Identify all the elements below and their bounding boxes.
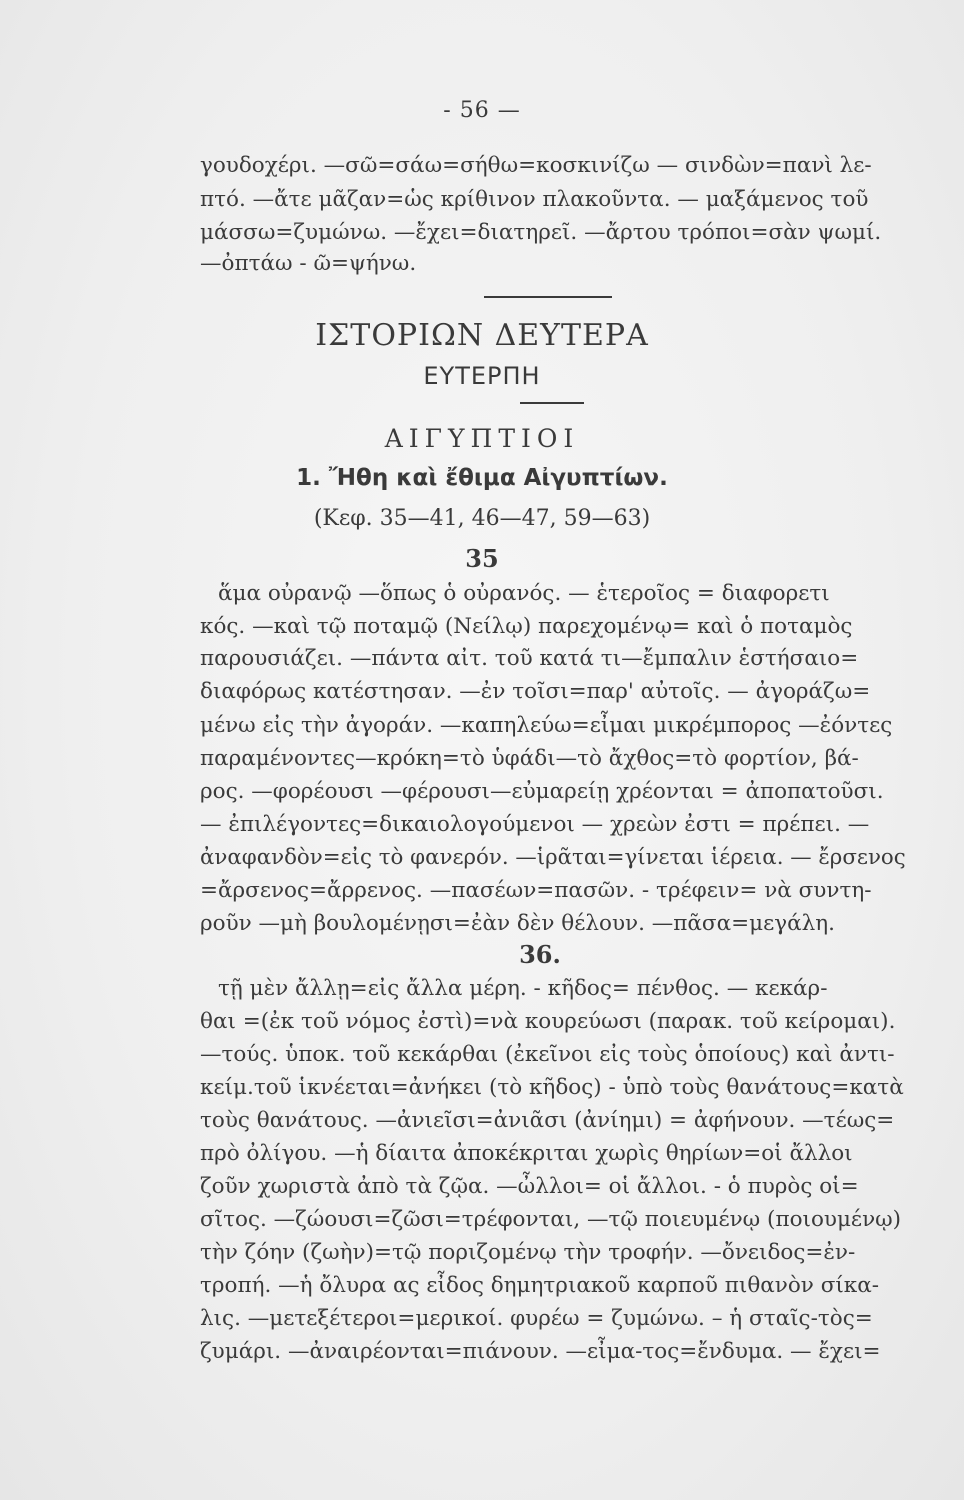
text-line: θαι =(ἐκ τοῦ νόμος ἐστὶ)=νὰ κουρεύωσι (παρακ. τοῦ κείρομαι). [200, 1009, 896, 1034]
text-line: τοὺς θανάτους. —ἀνιεῖσι=ἀνιᾶσι (ἀνίημι) = ἀφήνουν. —τέως= [200, 1108, 895, 1133]
text-line: πτό. —ἄτε μᾶζαν=ὡς κρίθινον πλακοῦντα. — μαξάμενος τοῦ [200, 187, 869, 212]
text-line: μένω εἰς τὴν ἀγοράν. —καπηλεύω=εἶμαι μικρέμπορος —ἐόντες [200, 713, 893, 738]
text-line: ρος. —φορέουσι —φέρουσι—εὐμαρείῃ χρέονται = ἀποπατοῦσι. [200, 779, 884, 804]
text-line: παρουσιάζει. —πάντα αἰτ. τοῦ κατά τι—ἔμπαλιν ἑστήσαιο= [200, 646, 859, 671]
text-line: τροπή. —ἡ ὄλυρα ας εἶδος δημητριακοῦ καρποῦ πιθανὸν σίκα- [200, 1273, 880, 1298]
text-line: παραμένοντες—κρόκη=τὸ ὑφάδι—τὸ ἄχθος=τὸ φορτίον, βά- [200, 746, 859, 771]
paragraph-number-35: 35 [465, 544, 499, 573]
text-line: κός. —καὶ τῷ ποταμῷ (Νείλῳ) παρεχομένῳ= καὶ ὁ ποταμὸς [200, 614, 853, 639]
text-line: μάσσω=ζυμώνω. —ἔχει=διατηρεῖ. —ἄρτου τρόποι=σὰν ψωμί. [200, 220, 882, 245]
text-line: πρὸ ὀλίγου. —ἡ δίαιτα ἀποκέκριται χωρὶς θηρίων=οἱ ἄλλοι [200, 1141, 853, 1166]
text-line: ἀναφανδὸν=εἰς τὸ φανερόν. —ἱρᾶται=γίνεται ἱέρεια. — ἔρσενος [200, 845, 906, 870]
text-line: ροῦν —μὴ βουλομένῃσι=ἐὰν δὲν θέλουν. —πᾶσα=μεγάλη. [200, 911, 835, 936]
chapter-reference: (Κεφ. 35—41, 46—47, 59—63) [313, 506, 651, 531]
text-line: — ἐπιλέγοντες=δικαιολογούμενοι — χρεὼν ἐστι = πρέπει. — [200, 812, 870, 837]
page-number: - 56 — [443, 98, 521, 123]
section-rule [484, 296, 612, 298]
book-subtitle: ΕΥΤΕΡΠΗ [423, 362, 541, 390]
short-rule [520, 402, 584, 404]
text-line: ἅμα οὐρανῷ —ὅπως ὁ οὐρανός. — ἑτεροῖος = διαφορετι [218, 581, 830, 606]
text-line: σῖτος. —ζώουσι=ζῶσι=τρέφονται, —τῷ ποιευμένῳ (ποιουμένῳ) [200, 1207, 902, 1232]
text-line: κείμ.τοῦ ἱκνέεται=ἀνήκει (τὸ κῆδος) - ὑπὸ τοὺς θανάτους=κατὰ [200, 1075, 904, 1100]
text-line: ζυμάρι. —ἀναιρέονται=πιάνουν. —εἶμα-τος=ἔνδυμα. — ἔχει= [200, 1339, 881, 1364]
paragraph-number-36: 36. [519, 940, 561, 969]
book-title: ΙΣΤΟΡΙΩΝ ΔΕΥΤΕΡΑ [315, 318, 649, 353]
text-line: ζοῦν χωριστὰ ἀπὸ τὰ ζῷα. —ὦλλοι= οἱ ἄλλοι. - ὁ πυρὸς οἱ= [200, 1174, 859, 1199]
text-line: =ἄρσενος=ἄρρενος. —πασέων=πασῶν. - τρέφειν= νὰ συντη- [200, 878, 872, 903]
text-line: —ὀπτάω - ῶ=ψήνω. [200, 251, 417, 276]
text-line: διαφόρως κατέστησαν. —ἐν τοῖσι=παρ' αὐτοῖς. — ἀγοράζω= [200, 679, 871, 704]
text-line: λις. —μετεξέτεροι=μερικοί. φυρέω = ζυμώνω. – ἡ σταῖς-τὸς= [200, 1306, 873, 1331]
text-line: τὴν ζόην (ζωὴν)=τῷ ποριζομένῳ τὴν τροφήν. —ὄνειδος=ἐν- [200, 1240, 856, 1265]
section-title: ΑΙΓΥΠΤΙΟΙ [384, 424, 580, 453]
chapter-title: 1. Ἤθη καὶ ἔθιμα Αἰγυπτίων. [296, 465, 668, 491]
text-line: —τούς. ὑποκ. τοῦ κεκάρθαι (ἐκεῖνοι εἰς τοὺς ὁποίους) καὶ ἀντι- [200, 1042, 895, 1067]
text-line: τῇ μὲν ἄλλῃ=εἰς ἄλλα μέρη. - κῆδος= πένθος. — κεκάρ- [218, 976, 828, 1001]
text-line: γουδοχέρι. —σῶ=σάω=σήθω=κοσκινίζω — σινδὼν=πανὶ λε- [200, 153, 872, 178]
